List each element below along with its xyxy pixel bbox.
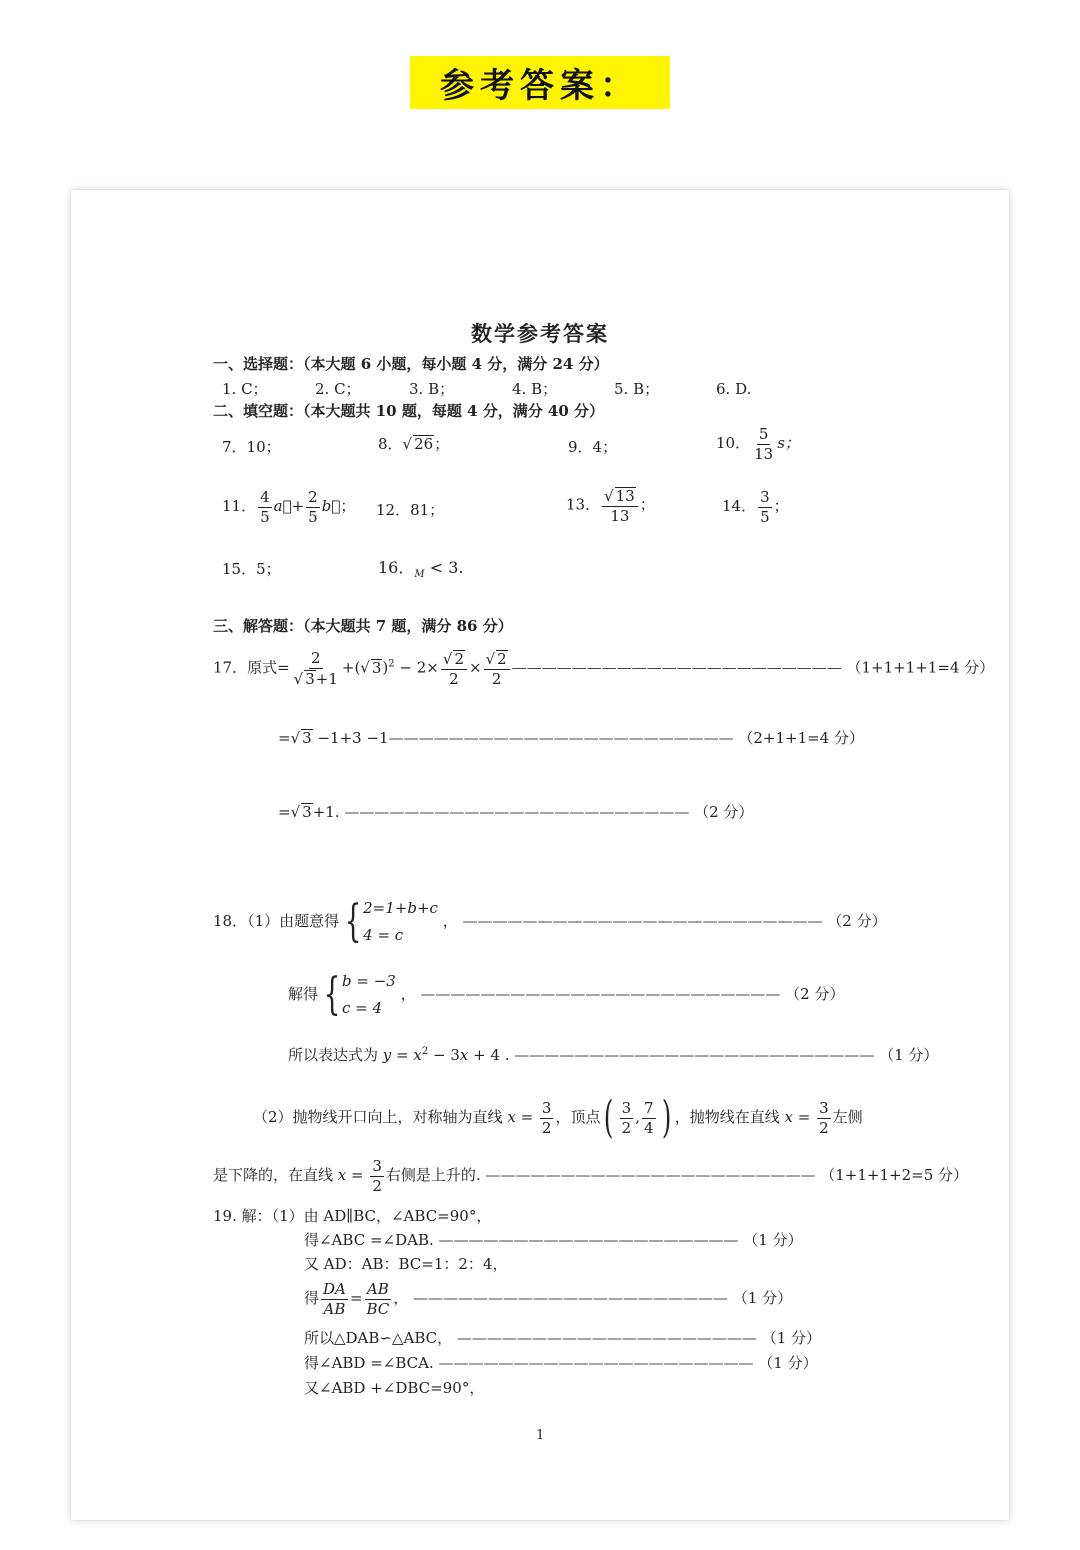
q17-line2: =√ 3 −1+3 −1——————————————————————— （2+1+1=4 分） xyxy=(278,729,864,747)
answer-11: 11． $\frac{4}{5}$ a⃗+ $\frac{2}{5}$ b⃗； xyxy=(222,488,356,526)
doc-title: 数学参考答案 xyxy=(471,321,609,346)
q17-line1: 17．原式= $\frac{2}{√ 3+1}$ +(√ 3)$^2$ − 2× $\frac{√ 2}{2}$ × $\frac{√ 2}{2}$ —————————————————————— （1+1+1+1=4 分） xyxy=(213,649,995,688)
section1-heading: 一、选择题：（本大题 6 小题，每小题 4 分，满分 24 分） xyxy=(213,355,609,373)
q18-line1: 18．（1）由题意得 { 2=1+b+c 4 = c ， ———————————————————————— （2 分） xyxy=(213,896,887,947)
q18-line4: （2）抛物线开口向上，对称轴为直线 x = $\frac{3}{2}$ ，顶点( $\frac{3}{2}$ , $\frac{7}{4}$ ) ，抛物线在直线 x = $\frac{3}{2}$ 左侧 xyxy=(253,1092,863,1143)
q19-line2: 得∠ABC =∠DAB. ———————————————————— （1 分） xyxy=(304,1231,803,1249)
q17-line3: =√ 3+1. ——————————————————————— （2 分） xyxy=(278,803,754,821)
q19-line4: 得 $\frac{DA}{AB}$ = $\frac{AB}{BC}$ ， ————————————————————— （1 分） xyxy=(304,1280,793,1318)
answer-6: 6. D. xyxy=(716,380,752,398)
q18-line5: 是下降的，在直线 x = $\frac{3}{2}$ 右侧是上升的. —————————————————————— （1+1+1+2=5 分） xyxy=(213,1157,969,1195)
answer-banner: 参考答案： xyxy=(410,56,670,109)
answer-7: 7．10； xyxy=(222,438,281,456)
section2-heading: 二、填空题：（本大题共 10 题，每题 4 分，满分 40 分） xyxy=(213,402,605,420)
section3-heading: 三、解答题：（本大题共 7 题，满分 86 分） xyxy=(213,617,513,635)
q19-line1: 19. 解：（1）由 AD∥BC，∠ABC=90°， xyxy=(213,1207,492,1225)
q19-line6: 得∠ABD =∠BCA. ————————————————————— （1 分） xyxy=(304,1354,818,1372)
answer-12: 12．81； xyxy=(376,501,445,519)
answer-1: 1. C； xyxy=(222,380,268,398)
answer-8: 8．√ 26； xyxy=(378,435,450,453)
answer-5: 5. B； xyxy=(614,380,660,398)
q18-line2: 解得 { b = −3 c = 4 ， ———————————————————————— （2 分） xyxy=(288,969,845,1020)
answer-13: 13． $\frac{√ 13}{13}$ ； xyxy=(566,487,655,525)
answer-16: 16．$_M$ < 3. xyxy=(378,558,464,581)
answer-2: 2. C； xyxy=(315,380,361,398)
q19-line7: 又∠ABD +∠DBC=90°， xyxy=(304,1379,485,1397)
answer-15: 15．5； xyxy=(222,560,281,578)
q19-line3: 又 AD：AB：BC=1：2：4， xyxy=(304,1255,508,1273)
answer-14: 14． $\frac{3}{5}$ ； xyxy=(722,488,789,526)
answer-4: 4. B； xyxy=(512,380,558,398)
q17-score1: （1+1+1+1=4 分） xyxy=(846,658,995,677)
q18-line3: 所以表达式为 $y = x^2 - 3x + 4$ . ———————————————————————— （1 分） xyxy=(288,1046,939,1064)
answer-10: 10． $\frac{5}{13}$ s； xyxy=(716,425,800,463)
answer-3: 3. B； xyxy=(409,380,455,398)
answer-9: 9．4； xyxy=(568,438,618,456)
q19-line5: 所以△DAB∽△ABC， ———————————————————— （1 分） xyxy=(304,1329,822,1347)
page-number: 1 xyxy=(536,1428,545,1443)
